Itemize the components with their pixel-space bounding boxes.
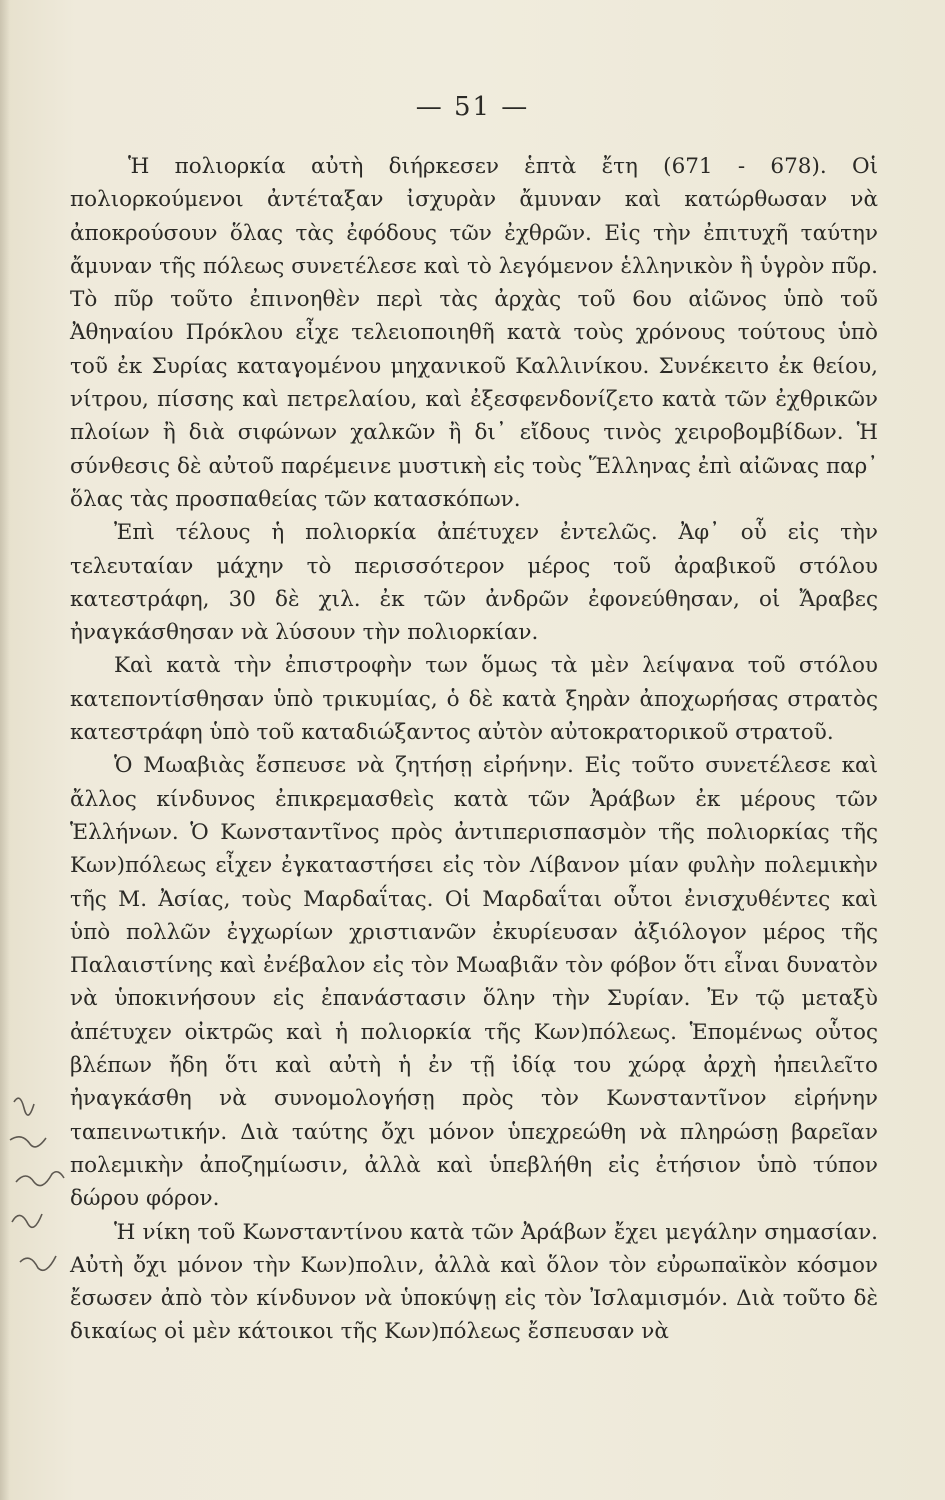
handwritten-margin-scribbles [2,1082,112,1302]
paragraph-significance: Ἡ νίκη τοῦ Κωνσταντίνου κατὰ τῶν Ἀράβων ἔχει μεγάλην σημασίαν. Αὐτὴ ὄχι μόνον τὴν Κων)πολιν, ἀλλὰ καὶ ὅλον τὸν εὐρωπαϊκὸν κόσμον ἔσωσεν ἀπὸ τὸν κίνδυνον νὰ ὑποκύψῃ εἰς τὸν Ἰσλαμισμόν. Διὰ τοῦτο δὲ δικαίως οἱ μὲν κάτοικοι τῆς Κων)πόλεως ἔσπευσαν νὰ [70,1219,878,1345]
paragraph-siege-failure: Ἐπὶ τέλους ἡ πολιορκία ἀπέτυχεν ἐντελῶς. Ἀφ᾽ οὗ εἰς τὴν τελευταίαν μάχην τὸ περισσότερον μέρος τοῦ ἀραβικοῦ στόλου κατεστράφη, 30 δὲ χιλ. ἐκ τῶν ἀνδρῶν ἐφονεύθησαν, οἱ Ἄραβες ἠναγκάσθησαν νὰ λύσουν τὴν πολιορκίαν. [70,520,878,646]
page-number: — 51 — [415,92,530,122]
paragraph-retreat: Καὶ κατὰ τὴν ἐπιστροφὴν των ὅμως τὰ μὲν λείψανα τοῦ στόλου κατεποντίσθησαν ὑπὸ τρικυμίας, ὁ δὲ κατὰ ξηρὰν ἀποχωρήσας στρατὸς κατεστράφη ὑπὸ τοῦ καταδιώξαντος αὐτὸν αὐτοκρατορικοῦ στρατοῦ. [70,653,878,746]
body-text [70,150,878,1349]
paragraph-siege: Ἡ πολιορκία αὐτὴ διήρκεσεν ἑπτὰ ἔτη (671 - 678). Οἱ πολιορκούμενοι ἀντέταξαν ἰσχυρὰν ἄμυναν καὶ κατώρθωσαν νὰ ἀποκρούσουν ὅλας τὰς ἐφόδους τῶν ἐχθρῶν. Εἰς τὴν ἐπιτυχῆ ταύτην ἄμυναν τῆς πόλεως συνετέλεσε καὶ τὸ λεγόμενον ἑλληνικὸν ἢ ὑγρὸν πῦρ. Τὸ πῦρ τοῦτο ἐπινοηθὲν περὶ τὰς ἀρχὰς τοῦ 6ου αἰῶνος ὑπὸ τοῦ Ἀθηναίου Πρόκλου εἶχε τελειοποιηθῆ κατὰ τοὺς χρόνους τούτους ὑπὸ τοῦ ἐκ Συρίας καταγομένου μηχανικοῦ Καλλινίκου. Συνέκειτο ἐκ θείου, νίτρου, πίσσης καὶ πετρελαίου, καὶ ἐξεσφενδονίζετο κατὰ τῶν ἐχθρικῶν πλοίων ἢ διὰ σιφώνων χαλκῶν ἢ δι᾽ εἴδους τινὸς χειροβομβίδων. Ἡ σύνθεσις δὲ αὐτοῦ παρέμεινε μυστικὴ εἰς τοὺς Ἕλληνας ἐπὶ αἰῶνας παρ᾽ ὅλας τὰς προσπαθείας τῶν κατασκόπων. [70,154,878,512]
paragraph-peace: Ὁ Μωαβιὰς ἔσπευσε νὰ ζητήσῃ εἰρήνην. Εἰς τοῦτο συνετέλεσε καὶ ἄλλος κίνδυνος ἐπικρεμασθεὶς κατὰ τῶν Ἀράβων ἐκ μέρους τῶν Ἑλλήνων. Ὁ Κωνσταντῖνος πρὸς ἀντιπερισπασμὸν τῆς πολιορκίας τῆς Κων)πόλεως εἶχεν ἐγκαταστήσει εἰς τὸν Λίβανον μίαν φυλὴν πολεμικὴν τῆς Μ. Ἀσίας, τοὺς Μαρδαΐτας. Οἱ Μαρδαΐται οὗτοι ἐνισχυθέντες καὶ ὑπὸ πολλῶν ἐγχωρίων χριστιανῶν ἐκυρίευσαν ἀξιόλογον μέρος τῆς Παλαιστίνης καὶ ἐνέβαλον εἰς τὸν Μωαβιᾶν τὸν φόβον ὅτι εἶναι δυνατὸν νὰ ὑποκινήσουν εἰς ἐπανάστασιν ὅλην τὴν Συρίαν. Ἐν τῷ μεταξὺ ἀπέτυχεν οἰκτρῶς καὶ ἡ πολιορκία τῆς Κων)πόλεως. Ἑπομένως οὗτος βλέπων ἤδη ὅτι καὶ αὐτὴ ἡ ἐν τῇ ἰδίᾳ του χώρᾳ ἀρχὴ ἠπειλεῖτο ἠναγκάσθη νὰ συνομολογήσῃ πρὸς τὸν Κωνσταντῖνον εἰρήνην ταπεινωτικήν. Διὰ ταύτης ὄχι μόνον ὑπεχρεώθη νὰ πληρώσῃ βαρεῖαν πολεμικὴν ἀποζημίωσιν, ἀλλὰ καὶ ὑπεβλήθη εἰς ἐτήσιον ὑπὸ τύπον δώρου φόρον. [70,753,878,1212]
